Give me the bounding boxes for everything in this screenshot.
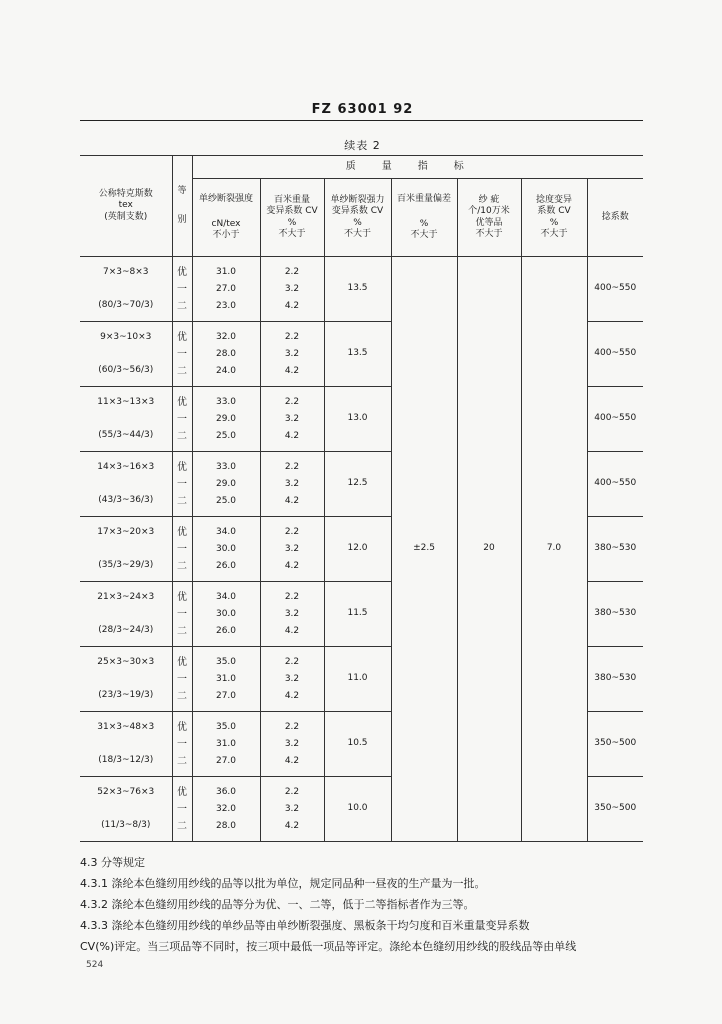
weight-cv-cell: 2.2 3.2 4.2 bbox=[260, 517, 324, 582]
grade-cell: 优 一 二 bbox=[172, 322, 192, 387]
grade-cell: 优 一 二 bbox=[172, 387, 192, 452]
twist-factor-cell: 380~530 bbox=[587, 647, 643, 712]
tenacity-cell: 35.0 31.0 27.0 bbox=[192, 712, 260, 777]
header-nominal-tex: 公称特克斯数 tex (英制支数) bbox=[80, 156, 172, 257]
nominal-tex-cell: 11×3~13×3 (55/3~44/3) bbox=[80, 387, 172, 452]
weight-cv-cell: 2.2 3.2 4.2 bbox=[260, 647, 324, 712]
tenacity-cell: 34.0 30.0 26.0 bbox=[192, 582, 260, 647]
tenacity-cell: 33.0 29.0 25.0 bbox=[192, 387, 260, 452]
nominal-tex-cell: 52×3~76×3 (11/3~8/3) bbox=[80, 777, 172, 842]
table-caption: 续表 2 bbox=[344, 139, 381, 152]
header-strength-cv: 单纱断裂强力 变异系数 CV % 不大于 bbox=[324, 179, 391, 257]
header-weight-deviation: 百米重量偏差 % 不大于 bbox=[391, 179, 457, 257]
twist-factor-cell: 350~500 bbox=[587, 777, 643, 842]
nominal-tex-cell: 7×3~8×3 (80/3~70/3) bbox=[80, 257, 172, 322]
header-twist-cv: 捻度变异 系数 CV % 不大于 bbox=[521, 179, 587, 257]
strength-cv-cell: 13.5 bbox=[324, 322, 391, 387]
header-twist-factor: 捻系数 bbox=[587, 179, 643, 257]
strength-cv-cell: 13.0 bbox=[324, 387, 391, 452]
tenacity-cell: 35.0 31.0 27.0 bbox=[192, 647, 260, 712]
header-weight-cv: 百米重量 变异系数 CV % 不大于 bbox=[260, 179, 324, 257]
body-text bbox=[80, 852, 645, 957]
grade-cell: 优 一 二 bbox=[172, 517, 192, 582]
nominal-tex-cell: 14×3~16×3 (43/3~36/3) bbox=[80, 452, 172, 517]
grade-cell: 优 一 二 bbox=[172, 647, 192, 712]
quality-spec-table bbox=[80, 155, 643, 842]
weight-cv-cell: 2.2 3.2 4.2 bbox=[260, 777, 324, 842]
grade-cell: 优 一 二 bbox=[172, 452, 192, 517]
tenacity-cell: 36.0 32.0 28.0 bbox=[192, 777, 260, 842]
twist-factor-cell: 350~500 bbox=[587, 712, 643, 777]
paragraph-line: 4.3.3 涤纶本色缝纫用纱线的单纱品等由单纱断裂强度、黑板条干均匀度和百米重量变异系数 bbox=[80, 919, 530, 932]
twist-factor-cell: 400~550 bbox=[587, 257, 643, 322]
nominal-tex-cell: 21×3~24×3 (28/3~24/3) bbox=[80, 582, 172, 647]
nominal-tex-cell: 9×3~10×3 (60/3~56/3) bbox=[80, 322, 172, 387]
twist-factor-cell: 380~530 bbox=[587, 582, 643, 647]
header-rule bbox=[80, 120, 643, 121]
strength-cv-cell: 12.0 bbox=[324, 517, 391, 582]
nominal-tex-cell: 31×3~48×3 (18/3~12/3) bbox=[80, 712, 172, 777]
twist-factor-cell: 400~550 bbox=[587, 387, 643, 452]
header-quality-indicators: 质量指标 bbox=[192, 156, 643, 179]
twist-cv-cell: 7.0 bbox=[521, 257, 587, 842]
tenacity-cell: 32.0 28.0 24.0 bbox=[192, 322, 260, 387]
paragraph-line: 4.3.1 涤纶本色缝纫用纱线的品等以批为单位，规定同品种一昼夜的生产量为一批。 bbox=[80, 877, 486, 890]
grade-cell: 优 一 二 bbox=[172, 712, 192, 777]
strength-cv-cell: 13.5 bbox=[324, 257, 391, 322]
page-number: 524 bbox=[86, 960, 104, 970]
weight-cv-cell: 2.2 3.2 4.2 bbox=[260, 322, 324, 387]
paragraph-line: 4.3.2 涤纶本色缝纫用纱线的品等分为优、一、二等，低于二等指标者作为三等。 bbox=[80, 898, 475, 911]
nominal-tex-cell: 17×3~20×3 (35/3~29/3) bbox=[80, 517, 172, 582]
neps-cell: 20 bbox=[457, 257, 521, 842]
grade-cell: 优 一 二 bbox=[172, 777, 192, 842]
twist-factor-cell: 380~530 bbox=[587, 517, 643, 582]
strength-cv-cell: 11.5 bbox=[324, 582, 391, 647]
header-neps: 纱 疵 个/10万米 优等品 不大于 bbox=[457, 179, 521, 257]
strength-cv-cell: 12.5 bbox=[324, 452, 391, 517]
tenacity-cell: 31.0 27.0 23.0 bbox=[192, 257, 260, 322]
weight-deviation-cell: ±2.5 bbox=[391, 257, 457, 842]
strength-cv-cell: 10.5 bbox=[324, 712, 391, 777]
grade-cell: 优 一 二 bbox=[172, 257, 192, 322]
strength-cv-cell: 11.0 bbox=[324, 647, 391, 712]
grade-cell: 优 一 二 bbox=[172, 582, 192, 647]
section-heading: 4.3 分等规定 bbox=[80, 856, 145, 869]
standard-code-header: FZ 63001 92 bbox=[311, 102, 414, 117]
header-tenacity: 单纱断裂强度 cN/tex 不小于 bbox=[192, 179, 260, 257]
twist-factor-cell: 400~550 bbox=[587, 322, 643, 387]
weight-cv-cell: 2.2 3.2 4.2 bbox=[260, 452, 324, 517]
weight-cv-cell: 2.2 3.2 4.2 bbox=[260, 257, 324, 322]
tenacity-cell: 34.0 30.0 26.0 bbox=[192, 517, 260, 582]
tenacity-cell: 33.0 29.0 25.0 bbox=[192, 452, 260, 517]
header-grade: 等 别 bbox=[172, 156, 192, 257]
nominal-tex-cell: 25×3~30×3 (23/3~19/3) bbox=[80, 647, 172, 712]
weight-cv-cell: 2.2 3.2 4.2 bbox=[260, 712, 324, 777]
weight-cv-cell: 2.2 3.2 4.2 bbox=[260, 582, 324, 647]
twist-factor-cell: 400~550 bbox=[587, 452, 643, 517]
strength-cv-cell: 10.0 bbox=[324, 777, 391, 842]
table-row bbox=[80, 257, 643, 322]
weight-cv-cell: 2.2 3.2 4.2 bbox=[260, 387, 324, 452]
paragraph-line: CV(%)评定。当三项品等不同时，按三项中最低一项品等评定。涤纶本色缝纫用纱线的股线品等由单线 bbox=[80, 940, 577, 953]
